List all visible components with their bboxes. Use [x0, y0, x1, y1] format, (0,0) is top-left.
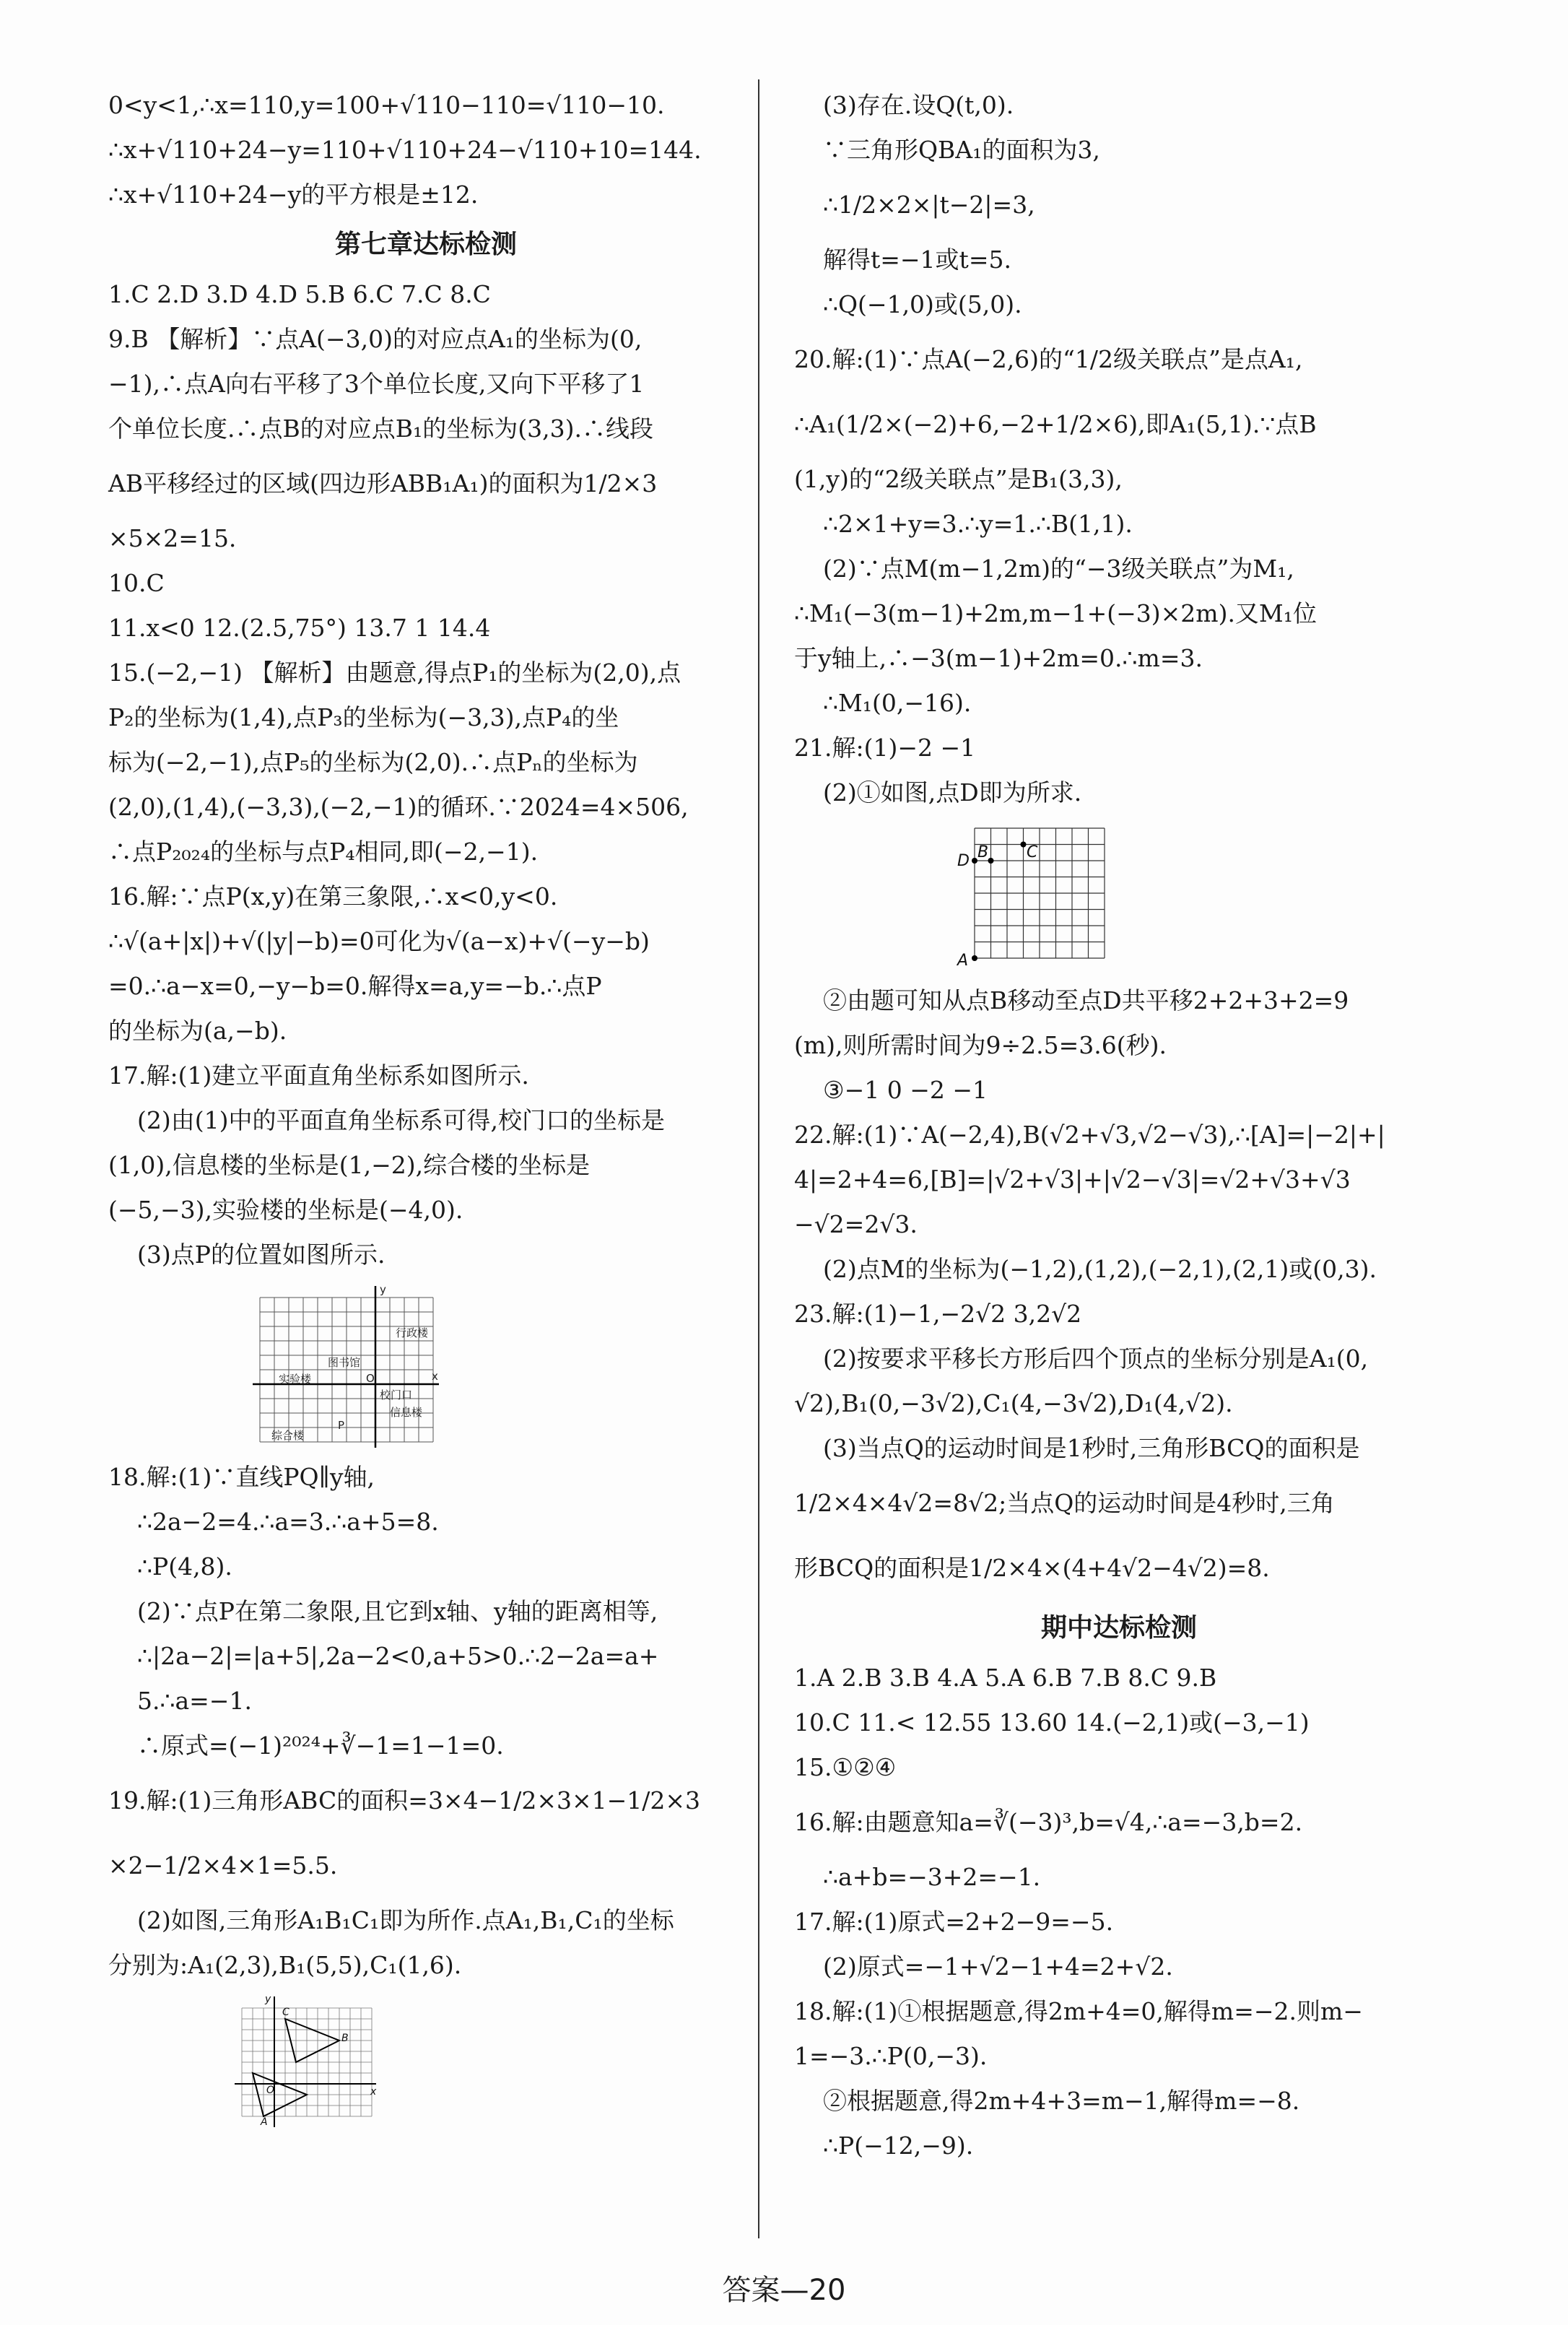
text-line: (1,y)的“2级关联点”是B₁(3,3), — [794, 465, 1123, 493]
text-line: 17.解:(1)原式=2+2−9=−5. — [794, 1908, 1114, 1936]
grid-label-c: C — [1027, 843, 1038, 861]
section-heading: 期中达标检测 — [1040, 1613, 1197, 1643]
text-line: (2)原式=−1+√2−1+4=2+√2. — [823, 1952, 1173, 1981]
text-line: (2)∵点P在第二象限,且它到x轴、y轴的距离相等, — [137, 1597, 658, 1625]
text-line: 21.解:(1)−2 −1 — [794, 734, 976, 762]
map-label-complex: 综合楼 — [271, 1429, 305, 1442]
text-line: 解得t=−1或t=5. — [823, 245, 1011, 274]
text-line: 的坐标为(a,−b). — [108, 1017, 287, 1045]
text-line: 分别为:A₁(2,3),B₁(5,5),C₁(1,6). — [108, 1951, 462, 1979]
grid-label-b: B — [977, 843, 989, 861]
left-column — [108, 83, 744, 2137]
text-line: 10.C 11.< 12.55 13.60 14.(−2,1)或(−3,−1) — [794, 1708, 1310, 1737]
tri-figure-wrap — [235, 1994, 744, 2131]
text-line: (2)∵点M(m−1,2m)的“−3级关联点”为M₁, — [823, 555, 1294, 583]
map-label-library: 图书馆 — [328, 1356, 361, 1369]
text-line: ∴1/2×2×|t−2|=3, — [823, 191, 1035, 219]
text-line: 22.解:(1)∵A(−2,4),B(√2+√3,√2−√3),∴[A]=|−2|+| — [794, 1121, 1385, 1149]
text-line: 个单位长度.∴点B的对应点B₁的坐标为(3,3).∴线段 — [108, 414, 653, 443]
text-line: 23.解:(1)−1,−2√2 3,2√2 — [794, 1300, 1082, 1328]
text-line: ∴M₁(−3(m−1)+2m,m−1+(−3)×2m).又M₁位 — [794, 599, 1317, 627]
text-line: AB平移经过的区域(四边形ABB₁A₁)的面积为1/2×3 — [108, 469, 658, 497]
text-line: ∴x+√110+24−y=110+√110+24−√110+10=144. — [108, 136, 702, 164]
text-line: ∴P(−12,−9). — [823, 2131, 974, 2160]
map-point-p: P — [338, 1419, 345, 1432]
map-label-admin: 行政楼 — [396, 1326, 429, 1339]
text-line: ∴a+b=−3+2=−1. — [823, 1863, 1041, 1891]
text-line: ∴P(4,8). — [137, 1552, 232, 1581]
text-line: ×5×2=15. — [108, 524, 237, 552]
text-line: (2)由(1)中的平面直角坐标系可得,校门口的坐标是 — [137, 1106, 665, 1134]
text-line: 19.解:(1)三角形ABC的面积=3×4−1/2×3×1−1/2×3 — [108, 1786, 701, 1815]
triangle-figure — [235, 1994, 379, 2131]
text-line: 4|=2+4=6,[B]=|√2+√3|+|√2−√3|=√2+√3+√3 — [794, 1165, 1351, 1194]
map-axis-y: y — [380, 1283, 386, 1296]
text-line: (2)点M的坐标为(−1,2),(1,2),(−2,1),(2,1)或(0,3). — [823, 1255, 1377, 1283]
section-heading: 第七章达标检测 — [334, 230, 517, 259]
text-line: 0<y<1,∴x=110,y=100+√110−110=√110−10. — [108, 91, 665, 119]
text-line: (2)①如图,点D即为所求. — [823, 778, 1082, 807]
text-line: ∴M₁(0,−16). — [823, 689, 972, 717]
text-line: P₂的坐标为(1,4),点P₃的坐标为(−3,3),点P₄的坐 — [108, 703, 619, 731]
right-column — [794, 83, 1444, 2168]
grid-figure-wrap — [946, 821, 1444, 973]
text-line: 10.C — [108, 569, 165, 597]
text-line: 于y轴上,∴−3(m−1)+2m=0.∴m=3. — [794, 644, 1203, 672]
text-line: ③−1 0 −2 −1 — [823, 1076, 988, 1104]
text-line: 形BCQ的面积是1/2×4×(4+4√2−4√2)=8. — [794, 1554, 1270, 1582]
tri-axis-y: y — [265, 1994, 271, 2005]
column-divider — [758, 79, 759, 2238]
text-line: 9.B 【解析】∵点A(−3,0)的对应点A₁的坐标为(0, — [108, 325, 643, 353]
text-line: √2),B₁(0,−3√2),C₁(4,−3√2),D₁(4,√2). — [794, 1389, 1233, 1417]
text-line: 18.解:(1)∵直线PQ∥y轴, — [108, 1463, 375, 1491]
tri-label-b: B — [341, 2033, 349, 2044]
map-figure-wrap — [253, 1283, 744, 1449]
text-line: (3)存在.设Q(t,0). — [823, 91, 1014, 119]
text-line: ×2−1/2×4×1=5.5. — [108, 1851, 338, 1879]
text-line: −√2=2√3. — [794, 1210, 918, 1238]
text-line: ∴原式=(−1)²⁰²⁴+∛−1=1−1=0. — [137, 1731, 504, 1760]
text-line: 16.解:由题意知a=∛(−3)³,b=√4,∴a=−3,b=2. — [794, 1808, 1303, 1836]
text-line: 1.A 2.B 3.B 4.A 5.A 6.B 7.B 8.C 9.B — [794, 1664, 1217, 1692]
map-origin: O — [366, 1372, 375, 1385]
page-footer: 答案—20 — [722, 2274, 846, 2307]
text-line: 标为(−2,−1),点P₅的坐标为(2,0).∴点Pₙ的坐标为 — [108, 748, 638, 776]
text-line: 18.解:(1)①根据题意,得2m+4=0,解得m=−2.则m− — [794, 1997, 1363, 2025]
text-line: ∴点P₂₀₂₄的坐标与点P₄相同,即(−2,−1). — [108, 838, 539, 866]
text-line: (3)当点Q的运动时间是1秒时,三角形BCQ的面积是 — [823, 1434, 1360, 1462]
grid-figure — [946, 821, 1119, 973]
text-line: ∴A₁(1/2×(−2)+6,−2+1/2×6),即A₁(5,1).∵点B — [794, 410, 1317, 438]
campus-map-figure — [253, 1283, 440, 1449]
text-line: ∴2a−2=4.∴a=3.∴a+5=8. — [137, 1508, 439, 1536]
text-line: ∴√(a+|x|)+√(|y|−b)=0可化为√(a−x)+√(−y−b) — [108, 927, 650, 955]
text-line: ∴Q(−1,0)或(5,0). — [823, 290, 1022, 318]
text-line: ∴|2a−2|=|a+5|,2a−2<0,a+5>0.∴2−2a=a+ — [137, 1642, 659, 1670]
text-line: 15.(−2,−1) 【解析】由题意,得点P₁的坐标为(2,0),点 — [108, 659, 681, 687]
tri-axis-x: x — [370, 2086, 377, 2098]
text-line: =0.∴a−x=0,−y−b=0.解得x=a,y=−b.∴点P — [108, 972, 602, 1000]
text-line: (2,0),(1,4),(−3,3),(−2,−1)的循环.∵2024=4×506, — [108, 793, 689, 821]
text-line: 11.x<0 12.(2.5,75°) 13.7 1 14.4 — [108, 614, 491, 642]
tri-origin: O — [266, 2085, 275, 2096]
map-axis-x: x — [432, 1370, 438, 1383]
text-line: −1),∴点A向右平移了3个单位长度,又向下平移了1 — [108, 370, 645, 398]
text-line: ②由题可知从点B移动至点D共平移2+2+3+2=9 — [823, 986, 1349, 1014]
tri-label-a: A — [261, 2116, 268, 2128]
text-line: 1/2×4×4√2=8√2;当点Q的运动时间是4秒时,三角 — [794, 1489, 1335, 1517]
tri-label-c: C — [282, 2007, 289, 2018]
grid-label-a: A — [957, 952, 969, 970]
text-line: (2)按要求平移长方形后四个顶点的坐标分别是A₁(0, — [823, 1344, 1369, 1373]
text-line: 1=−3.∴P(0,−3). — [794, 2042, 988, 2070]
text-line: (−5,−3),实验楼的坐标是(−4,0). — [108, 1196, 463, 1224]
text-line: (m),则所需时间为9÷2.5=3.6(秒). — [794, 1031, 1167, 1059]
text-line: 5.∴a=−1. — [137, 1687, 252, 1715]
text-line: 1.C 2.D 3.D 4.D 5.B 6.C 7.C 8.C — [108, 280, 491, 308]
text-line: ②根据题意,得2m+4+3=m−1,解得m=−8. — [823, 2087, 1300, 2115]
grid-label-d: D — [957, 852, 970, 870]
text-line: 16.解:∵点P(x,y)在第三象限,∴x<0,y<0. — [108, 882, 558, 911]
text-line: ∵三角形QBA₁的面积为3, — [823, 136, 1100, 164]
text-line: 15.①②④ — [794, 1753, 897, 1781]
text-line: ∴x+√110+24−y的平方根是±12. — [108, 181, 479, 209]
text-line: 20.解:(1)∵点A(−2,6)的“1/2级关联点”是点A₁, — [794, 345, 1303, 373]
map-label-info: 信息楼 — [390, 1406, 423, 1419]
text-line: ∴2×1+y=3.∴y=1.∴B(1,1). — [823, 510, 1133, 538]
text-line: (2)如图,三角形A₁B₁C₁即为所作.点A₁,B₁,C₁的坐标 — [137, 1906, 674, 1934]
text-line: (3)点P的位置如图所示. — [137, 1240, 386, 1269]
text-line: 17.解:(1)建立平面直角坐标系如图所示. — [108, 1061, 529, 1090]
map-label-lab: 实验楼 — [279, 1373, 312, 1386]
text-line: (1,0),信息楼的坐标是(1,−2),综合楼的坐标是 — [108, 1151, 591, 1179]
map-label-gate: 校门口 — [380, 1389, 413, 1401]
